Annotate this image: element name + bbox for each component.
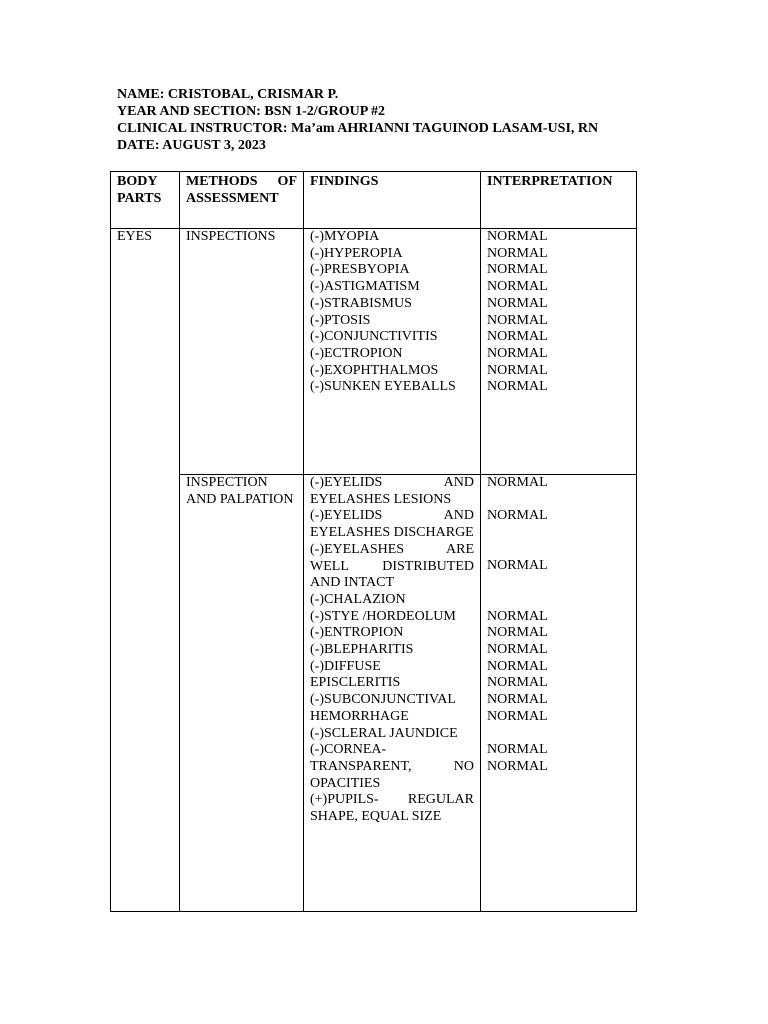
interpretation-item: NORMAL: [487, 558, 548, 574]
interpretation-item: NORMAL: [487, 758, 548, 774]
interpretation-item: NORMAL: [487, 262, 548, 278]
finding-item: (-)STRABISMUS: [310, 295, 412, 311]
method-cell: INSPECTIONS: [180, 229, 304, 475]
interpretation-item: NORMAL: [487, 362, 548, 378]
header-findings: FINDINGS: [304, 172, 481, 229]
header-interpretation: INTERPRETATION: [481, 172, 637, 229]
interpretation-item: NORMAL: [487, 295, 548, 311]
interpretation-item: NORMAL: [487, 675, 548, 691]
finding-item: (-)EYELIDS AND EYELASHES DISCHARGE: [310, 508, 474, 541]
method-cell: INSPECTION AND PALPATION: [180, 475, 304, 912]
interpretation-cell: [481, 229, 637, 475]
finding-item: (-)EYELIDS AND EYELASHES LESIONS: [310, 475, 474, 507]
finding-item: (-)DIFFUSE EPISCLERITIS: [310, 658, 401, 691]
finding-item: (-)ECTROPION: [310, 345, 403, 361]
student-name: NAME: CRISTOBAL, CRISMAR P.: [117, 87, 339, 102]
interpretation-item: NORMAL: [487, 312, 548, 328]
clinical-instructor: CLINICAL INSTRUCTOR: Ma’am AHRIANNI TAGUINOD LASAM-USI, RN: [117, 121, 599, 136]
body-part-cell: EYES: [111, 229, 180, 912]
finding-item: (-)SUBCONJUNCTIVAL HEMORRHAGE: [310, 692, 456, 724]
interpretation-item: NORMAL: [487, 608, 548, 624]
finding-item: (-)EXOPHTHALMOS: [310, 362, 439, 378]
assessment-date: DATE: AUGUST 3, 2023: [117, 138, 266, 153]
interpretation-cell: [481, 475, 637, 912]
finding-item: (-)SUNKEN EYEBALLS: [310, 379, 456, 395]
document-header: [117, 86, 598, 154]
interpretation-item: NORMAL: [487, 329, 548, 345]
assessment-table: [110, 171, 637, 912]
interpretation-item: NORMAL: [487, 229, 548, 244]
header-methods-of-assessment: METHODS OF ASSESSMENT: [180, 172, 304, 229]
interpretation-item: NORMAL: [487, 658, 548, 674]
interpretation-item: NORMAL: [487, 692, 548, 708]
finding-item: (+)PUPILS- REGULAR SHAPE, EQUAL SIZE: [310, 792, 474, 825]
finding-item: (-)PRESBYOPIA: [310, 262, 410, 278]
finding-item: (-)ASTIGMATISM: [310, 279, 420, 295]
interpretation-item: NORMAL: [487, 625, 548, 641]
header-body-parts: BODY PARTS: [111, 172, 180, 229]
finding-item: (-)HYPEROPIA: [310, 245, 403, 261]
finding-item: (-)SCLERAL JAUNDICE: [310, 725, 458, 741]
table-row: [111, 475, 637, 912]
finding-item: (-)CHALAZION: [310, 591, 406, 607]
interpretation-item: NORMAL: [487, 641, 548, 657]
table-row: [111, 229, 637, 475]
findings-cell: [304, 229, 481, 475]
interpretation-item: NORMAL: [487, 279, 548, 295]
interpretation-item: NORMAL: [487, 742, 548, 758]
finding-item: (-)MYOPIA: [310, 229, 380, 244]
table-header-row: [111, 172, 637, 229]
interpretation-item: NORMAL: [487, 345, 548, 361]
interpretation-item: NORMAL: [487, 245, 548, 261]
interpretation-item: NORMAL: [487, 708, 548, 724]
finding-item: (-)STYE /HORDEOLUM: [310, 608, 456, 624]
finding-item: (-)CORNEA- TRANSPARENT, NO OPACITIES: [310, 742, 474, 791]
finding-item: (-)ENTROPION: [310, 625, 404, 641]
interpretation-item: NORMAL: [487, 475, 548, 490]
findings-cell: [304, 475, 481, 912]
finding-item: (-)CONJUNCTIVITIS: [310, 329, 438, 345]
year-and-section: YEAR AND SECTION: BSN 1-2/GROUP #2: [117, 104, 385, 119]
finding-item: (-)BLEPHARITIS: [310, 642, 414, 658]
interpretation-item: NORMAL: [487, 379, 548, 395]
interpretation-item: NORMAL: [487, 508, 548, 524]
finding-item: (-)PTOSIS: [310, 312, 371, 328]
finding-item: (-)EYELASHES ARE WELL DISTRIBUTED AND INTACT: [310, 541, 474, 591]
